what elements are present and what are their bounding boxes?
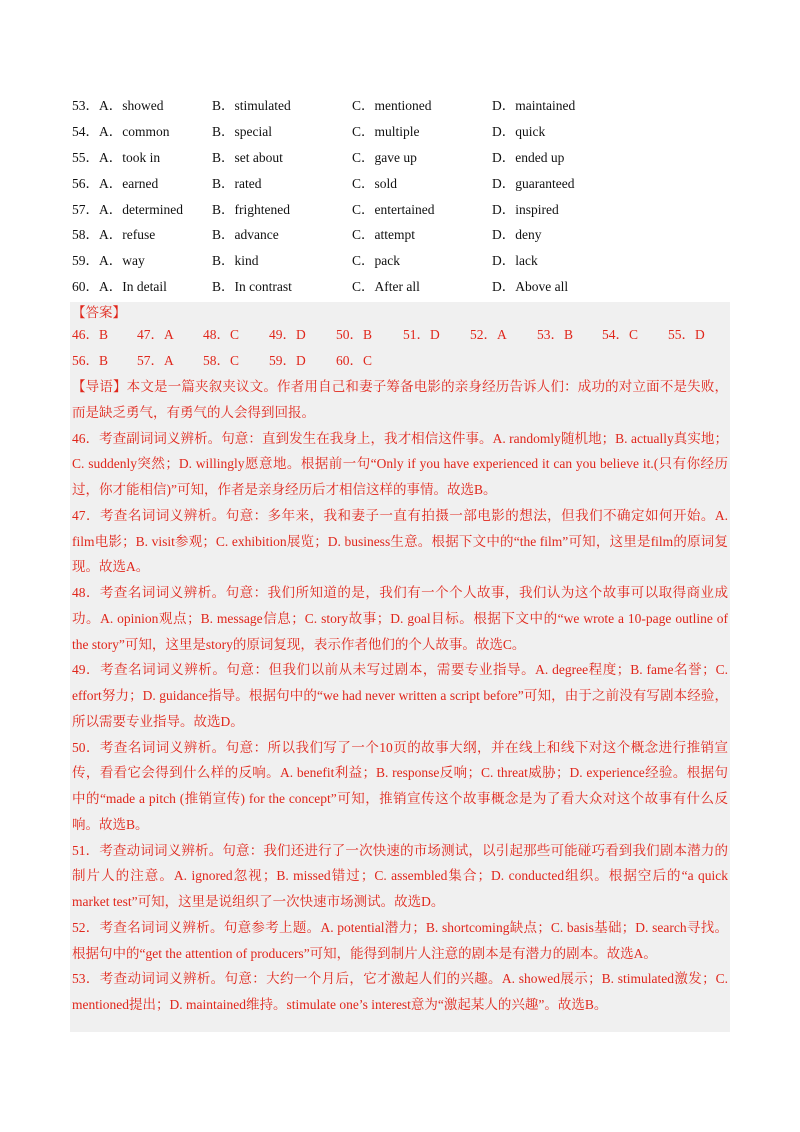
option-c: C．attempt (352, 227, 415, 243)
option-c: C．sold (352, 175, 398, 191)
option-d: D．guaranteed (492, 175, 575, 191)
option-c: C．gave up (352, 149, 417, 165)
answer-item: 60．C (336, 352, 373, 368)
option-a: 59．A．way (72, 253, 145, 269)
option-d: D．deny (492, 227, 542, 243)
option-b: B．In contrast (212, 279, 292, 295)
option-b: B．rated (212, 175, 262, 191)
answer-title: 【答案】 (72, 305, 126, 320)
option-c: C．entertained (352, 201, 435, 217)
option-a: 57．A．determined (72, 201, 183, 217)
option-row (72, 248, 732, 274)
answer-item: 58．C (203, 352, 240, 368)
option-d: D．quick (492, 123, 546, 139)
answer-item: 46．B (72, 327, 109, 342)
answer-item: 53．B (537, 327, 574, 342)
answer-row (72, 348, 732, 374)
explanation-52: 52．考查名词词义辨析。句意参考上题。A. potential潜力；B. shortcoming缺点；C. basis基础；D. search寻找。根据句中的“get the attention of producers”可知，能得到制片人注意的剧本是有潜力的剧本。故选A。 (72, 919, 728, 961)
explanation-48: 48．考查名词词义辨析。句意：我们所知道的是，我们有一个个人故事，我们认为这个故事可以取得商业成功。A. opinion观点；B. message信息；C. story故事；D. goal目标。根据下文中的“we wrote a 10-page outline of the story”可知，这里是story的原词复现，表示作者他们的个人故事。故选C。 (72, 585, 728, 652)
answer-item: 59．D (269, 352, 306, 368)
answer-key (72, 322, 732, 373)
option-row (72, 197, 732, 223)
option-a: 58．A．refuse (72, 227, 156, 243)
option-list (72, 93, 732, 300)
answer-item: 49．D (269, 327, 306, 342)
option-b: B．kind (212, 253, 259, 269)
option-d: D．Above all (492, 279, 569, 295)
explanation-53: 53．考查动词词义辨析。句意：大约一个月后，它才激起人们的兴趣。A. showed展示；B. stimulated激发；C. mentioned提出；D. maintained维持。stimulate one’s interest意为“激起某人的兴趣”。故选B。 (72, 971, 728, 1012)
option-d: D．inspired (492, 201, 559, 217)
option-c: C．pack (352, 253, 400, 269)
option-a: 55．A．took in (72, 149, 161, 165)
option-b: B．special (212, 123, 272, 139)
option-row (72, 119, 732, 145)
guide-paragraph: 【导语】本文是一篇夹叙夹议文。作者用自己和妻子筹备电影的亲身经历告诉人们：成功的对立面不是失败，而是缺乏勇气，有勇气的人会得到回报。 (72, 379, 728, 420)
answer-row (72, 322, 732, 348)
option-c: C．multiple (352, 123, 420, 139)
answer-item: 50．B (336, 327, 373, 342)
option-d: D．lack (492, 253, 538, 269)
explanation-51: 51．考查动词词义辨析。句意：我们还进行了一次快速的市场测试，以引起那些可能碰巧看到我们剧本潜力的制片人的注意。A. ignored忽视；B. missed错过；C. assembled集合；D. conducted组织。根据空后的“a quick market test”可知，这里是说组织了一次快速市场测试。故选D。 (72, 842, 728, 909)
answer-item: 47．A (137, 327, 174, 342)
explanation-47: 47．考查名词词义辨析。句意：多年来，我和妻子一直有拍摄一部电影的想法，但我们不确定如何开始。A. film电影；B. visit参观；C. exhibition展览；D. business生意。根据下文中的“the film”可知，这里是film的原词复现。故选A。 (72, 507, 728, 575)
answer-item: 54．C (602, 327, 639, 342)
option-a: 54．A．common (72, 123, 170, 139)
option-row (72, 145, 732, 171)
option-a: 60．A．In detail (72, 279, 167, 295)
explanation-49: 49．考查名词词义辨析。句意：但我们以前从未写过剧本，需要专业指导。A. degree程度；B. fame名誉；C. effort努力；D. guidance指导。根据句中的“we had never written a script before”可知，由于之前没有写剧本经验，所以需要专业指导。故选D。 (72, 662, 728, 729)
answer-item: 51．D (403, 327, 440, 342)
option-row (72, 274, 732, 300)
option-d: D．ended up (492, 149, 565, 165)
explanation-46: 46．考查副词词义辨析。句意：直到发生在我身上，我才相信这件事。A. randomly随机地；B. actually真实地；C. suddenly突然；D. willingly愿意地。根据前一句“Only if you have experienced it can you believe it.(只有你经历过，你才能相信)”可知，作者是亲身经历后才相信这样的事情。故选B。 (72, 430, 728, 497)
explanation-section (72, 374, 728, 1018)
option-c: C．After all (352, 279, 420, 295)
option-b: B．frightened (212, 201, 290, 217)
option-b: B．advance (212, 227, 279, 243)
option-a: 56．A．earned (72, 175, 159, 191)
option-a: 53．A．showed (72, 98, 164, 113)
answer-item: 55．D (668, 327, 705, 342)
explanation-50: 50．考查名词词义辨析。句意：所以我们写了一个10页的故事大纲，并在线上和线下对这个概念进行推销宣传，看看它会得到什么样的反响。A. benefit利益；B. response反响；C. threat威胁；D. experience经验。根据句中的“made a pitch (推销宣传) for the concept”可知，推销宣传这个故事概念是为了看大众对这个故事有什么反响。故选B。 (72, 739, 728, 832)
option-d: D．maintained (492, 98, 576, 113)
option-row (72, 93, 732, 119)
option-c: C．mentioned (352, 98, 432, 113)
option-b: B．set about (212, 149, 283, 165)
answer-item: 56．B (72, 352, 109, 368)
answer-item: 52．A (470, 327, 507, 342)
answer-item: 57．A (137, 352, 174, 368)
option-b: B．stimulated (212, 98, 291, 113)
answer-item: 48．C (203, 327, 240, 342)
option-row (72, 171, 732, 197)
option-row (72, 222, 732, 248)
